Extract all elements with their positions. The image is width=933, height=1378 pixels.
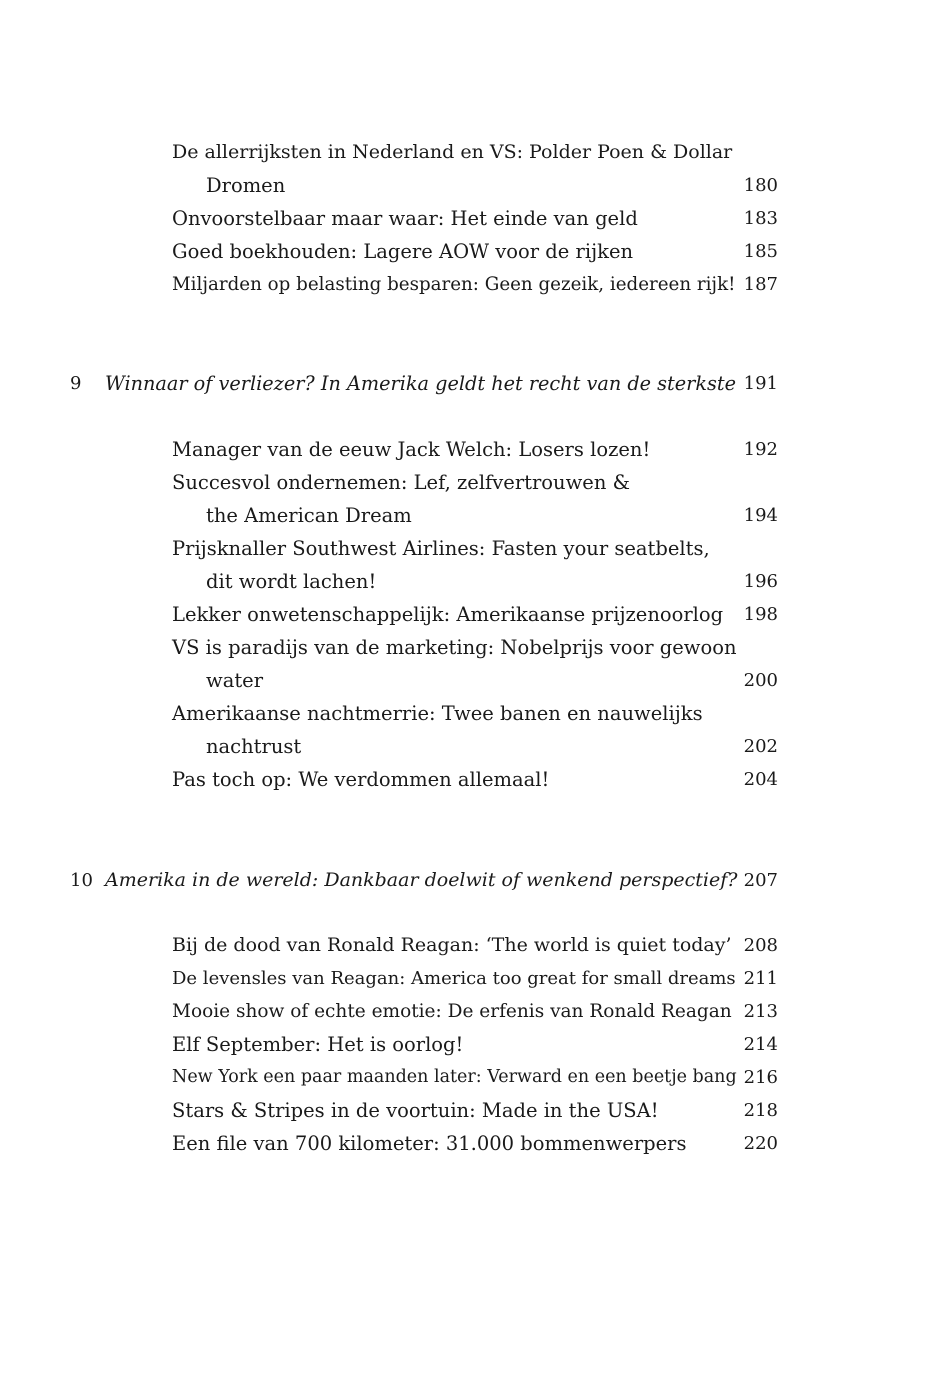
toc-entry-page: 196 <box>743 571 778 592</box>
chapter-title: Winnaar of verliezer? In Amerika geldt het recht van de sterkste <box>105 372 737 395</box>
toc-entry-title: VS is paradijs van de marketing: Nobelprijs voor gewoon <box>172 636 737 659</box>
toc-entry-title: De allerrijksten in Nederland en VS: Polder Poen & Dollar <box>172 141 733 163</box>
toc-entry-page: 198 <box>743 604 778 625</box>
toc-entry-title: Prijsknaller Southwest Airlines: Fasten your seatbelts, <box>172 537 710 560</box>
toc-entry-title-continued: Dromen <box>206 174 286 197</box>
toc-entry-page: 187 <box>743 274 778 295</box>
chapter-number: 10 <box>70 870 93 891</box>
toc-entry-page: 200 <box>743 670 778 691</box>
toc-entry-title: Miljarden op belasting besparen: Geen gezeik, iedereen rijk! <box>172 274 736 295</box>
chapter-number: 9 <box>70 373 82 394</box>
chapter-page: 191 <box>743 373 778 394</box>
toc-entry-page: 202 <box>743 736 778 757</box>
toc-entry-title: Manager van de eeuw Jack Welch: Losers lozen! <box>172 438 651 461</box>
toc-entry-title-continued: dit wordt lachen! <box>206 570 377 593</box>
toc-entry-title: New York een paar maanden later: Verward en een beetje bang <box>172 1067 737 1087</box>
toc-entry-title: De levensles van Reagan: America too great for small dreams <box>172 968 736 989</box>
toc-entry-page: 204 <box>743 769 778 790</box>
toc-entry-title: Elf September: Het is oorlog! <box>172 1033 464 1056</box>
chapter-title: Amerika in de wereld: Dankbaar doelwit of wenkend perspectief? <box>105 869 738 891</box>
toc-entry-page: 211 <box>743 968 778 989</box>
toc-entry-title: Onvoorstelbaar maar waar: Het einde van geld <box>172 207 638 230</box>
toc-entry-page: 185 <box>743 241 778 262</box>
toc-entry-page: 220 <box>743 1133 778 1154</box>
toc-entry-title: Stars & Stripes in de voortuin: Made in the USA! <box>172 1099 659 1122</box>
toc-entry-title: Lekker onwetenschappelijk: Amerikaanse prijzenoorlog <box>172 603 724 626</box>
toc-entry-title: Pas toch op: We verdommen allemaal! <box>172 768 550 791</box>
toc-entry-title: Succesvol ondernemen: Lef, zelfvertrouwen & <box>172 471 630 494</box>
toc-entry-title: Bij de dood van Ronald Reagan: ‘The world is quiet today’ <box>172 934 732 956</box>
toc-entry-page: 208 <box>743 935 778 956</box>
toc-entry-page: 213 <box>743 1001 778 1022</box>
toc-entry-title: Goed boekhouden: Lagere AOW voor de rijken <box>172 240 634 263</box>
toc-entry-page: 194 <box>743 505 778 526</box>
toc-entry-page: 192 <box>743 439 778 460</box>
chapter-page: 207 <box>743 870 778 891</box>
toc-entry-page: 214 <box>743 1034 778 1055</box>
toc-entry-title: Mooie show of echte emotie: De erfenis van Ronald Reagan <box>172 1001 732 1022</box>
toc-entry-page: 180 <box>743 175 778 196</box>
toc-entry-page: 183 <box>743 208 778 229</box>
toc-entry-title: Amerikaanse nachtmerrie: Twee banen en nauwelijks <box>172 702 703 725</box>
toc-entry-page: 218 <box>743 1100 778 1121</box>
toc-entry-title-continued: water <box>206 669 264 692</box>
toc-entry-title-continued: nachtrust <box>206 735 302 758</box>
toc-entry-title: Een file van 700 kilometer: 31.000 bommenwerpers <box>172 1132 687 1155</box>
toc-entry-page: 216 <box>743 1067 778 1088</box>
toc-entry-title-continued: the American Dream <box>206 504 412 527</box>
